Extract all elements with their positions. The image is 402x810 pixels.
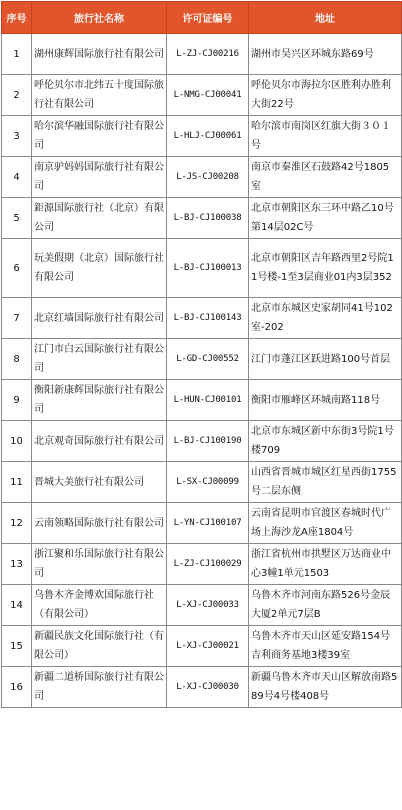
cell-address: 衡阳市雁峰区环城南路118号 <box>249 380 402 421</box>
cell-serial-number: 1 <box>2 34 32 75</box>
cell-license-number: L-ZJ-CJ100029 <box>167 544 249 585</box>
cell-agency-name: 呼伦贝尔市北纬五十度国际旅行社有限公司 <box>32 75 167 116</box>
cell-address: 浙江省杭州市拱墅区万达商业中心3幢1单元1503 <box>249 544 402 585</box>
table-row <box>2 667 402 708</box>
cell-serial-number: 12 <box>2 503 32 544</box>
cell-serial-number: 11 <box>2 462 32 503</box>
table-row <box>2 503 402 544</box>
cell-agency-name: 北京观奇国际旅行社有限公司 <box>32 421 167 462</box>
cell-address: 北京市朝阳区吉年路西里2号院11号楼-1至3层商业01内3层352 <box>249 239 402 298</box>
cell-agency-name: 乌鲁木齐金博欢国际旅行社（有限公司） <box>32 585 167 626</box>
header-license-number: 许可证编号 <box>167 2 249 34</box>
cell-license-number: L-HUN-CJ00101 <box>167 380 249 421</box>
cell-license-number: L-YN-CJ100107 <box>167 503 249 544</box>
cell-serial-number: 3 <box>2 116 32 157</box>
table-row <box>2 239 402 298</box>
table-row <box>2 544 402 585</box>
cell-address: 江门市蓬江区跃进路100号首层 <box>249 339 402 380</box>
cell-agency-name: 玩美假期（北京）国际旅行社有限公司 <box>32 239 167 298</box>
cell-agency-name: 哈尔滨华融国际旅行社有限公司 <box>32 116 167 157</box>
table-row <box>2 34 402 75</box>
cell-license-number: L-NMG-CJ00041 <box>167 75 249 116</box>
cell-address: 北京市东城区新中东街3号院1号楼709 <box>249 421 402 462</box>
cell-agency-name: 新疆二道桥国际旅行社有限公司 <box>32 667 167 708</box>
cell-serial-number: 9 <box>2 380 32 421</box>
cell-address: 云南省昆明市官渡区春城时代广场上海沙龙A座1804号 <box>249 503 402 544</box>
cell-address: 哈尔滨市南岗区红旗大街３０１号 <box>249 116 402 157</box>
cell-serial-number: 8 <box>2 339 32 380</box>
cell-serial-number: 15 <box>2 626 32 667</box>
cell-address: 湖州市吴兴区环城东路69号 <box>249 34 402 75</box>
travel-agency-table <box>1 1 402 708</box>
cell-agency-name: 云南领略国际旅行社有限公司 <box>32 503 167 544</box>
cell-license-number: L-BJ-CJ100190 <box>167 421 249 462</box>
cell-license-number: L-XJ-CJ00021 <box>167 626 249 667</box>
cell-serial-number: 10 <box>2 421 32 462</box>
cell-serial-number: 5 <box>2 198 32 239</box>
table-row <box>2 380 402 421</box>
cell-address: 呼伦贝尔市海拉尔区胜利办胜利大街22号 <box>249 75 402 116</box>
table-row <box>2 626 402 667</box>
cell-license-number: L-ZJ-CJ00216 <box>167 34 249 75</box>
cell-serial-number: 2 <box>2 75 32 116</box>
cell-agency-name: 江门市白云国际旅行社有限公司 <box>32 339 167 380</box>
cell-agency-name: 晋城大美旅行社有限公司 <box>32 462 167 503</box>
cell-serial-number: 7 <box>2 298 32 339</box>
cell-address: 北京市朝阳区东三环中路乙10号第14层02C号 <box>249 198 402 239</box>
cell-serial-number: 13 <box>2 544 32 585</box>
cell-license-number: L-BJ-CJ100038 <box>167 198 249 239</box>
table-row <box>2 462 402 503</box>
header-agency-name: 旅行社名称 <box>32 2 167 34</box>
cell-agency-name: 浙江聚和乐国际旅行社有限公司 <box>32 544 167 585</box>
cell-address: 北京市东城区史家胡同41号102室-202 <box>249 298 402 339</box>
cell-address: 山西省晋城市城区红星西街1755号二层东侧 <box>249 462 402 503</box>
cell-serial-number: 16 <box>2 667 32 708</box>
cell-agency-name: 北京红墙国际旅行社有限公司 <box>32 298 167 339</box>
cell-address: 乌鲁木齐市河南东路526号金辰大厦2单元7层B <box>249 585 402 626</box>
cell-address: 新疆乌鲁木齐市天山区解放南路589号4号楼408号 <box>249 667 402 708</box>
cell-license-number: L-HLJ-CJ00061 <box>167 116 249 157</box>
table-body <box>2 34 402 708</box>
table-row <box>2 75 402 116</box>
table-row <box>2 585 402 626</box>
cell-license-number: L-BJ-CJ100143 <box>167 298 249 339</box>
cell-license-number: L-SX-CJ00099 <box>167 462 249 503</box>
cell-serial-number: 14 <box>2 585 32 626</box>
cell-address: 乌鲁木齐市天山区延安路154号吉利商务基地3楼39室 <box>249 626 402 667</box>
cell-license-number: L-BJ-CJ100013 <box>167 239 249 298</box>
cell-license-number: L-JS-CJ00208 <box>167 157 249 198</box>
table-row <box>2 339 402 380</box>
cell-address: 南京市秦淮区石鼓路42号1805室 <box>249 157 402 198</box>
cell-license-number: L-XJ-CJ00033 <box>167 585 249 626</box>
table-row <box>2 157 402 198</box>
table-row <box>2 298 402 339</box>
cell-license-number: L-GD-CJ00552 <box>167 339 249 380</box>
table-header <box>2 2 402 34</box>
table-row <box>2 116 402 157</box>
cell-agency-name: 湖州康辉国际旅行社有限公司 <box>32 34 167 75</box>
header-address: 地址 <box>249 2 402 34</box>
table-row <box>2 421 402 462</box>
cell-license-number: L-XJ-CJ00030 <box>167 667 249 708</box>
cell-agency-name: 鉅源国际旅行社（北京）有限公司 <box>32 198 167 239</box>
cell-agency-name: 南京驴妈妈国际旅行社有限公司 <box>32 157 167 198</box>
cell-serial-number: 6 <box>2 239 32 298</box>
cell-agency-name: 衡阳新康辉国际旅行社有限公司 <box>32 380 167 421</box>
cell-agency-name: 新疆民族文化国际旅行社（有限公司） <box>32 626 167 667</box>
header-row <box>2 2 402 34</box>
header-serial-number: 序号 <box>2 2 32 34</box>
table-row <box>2 198 402 239</box>
cell-serial-number: 4 <box>2 157 32 198</box>
